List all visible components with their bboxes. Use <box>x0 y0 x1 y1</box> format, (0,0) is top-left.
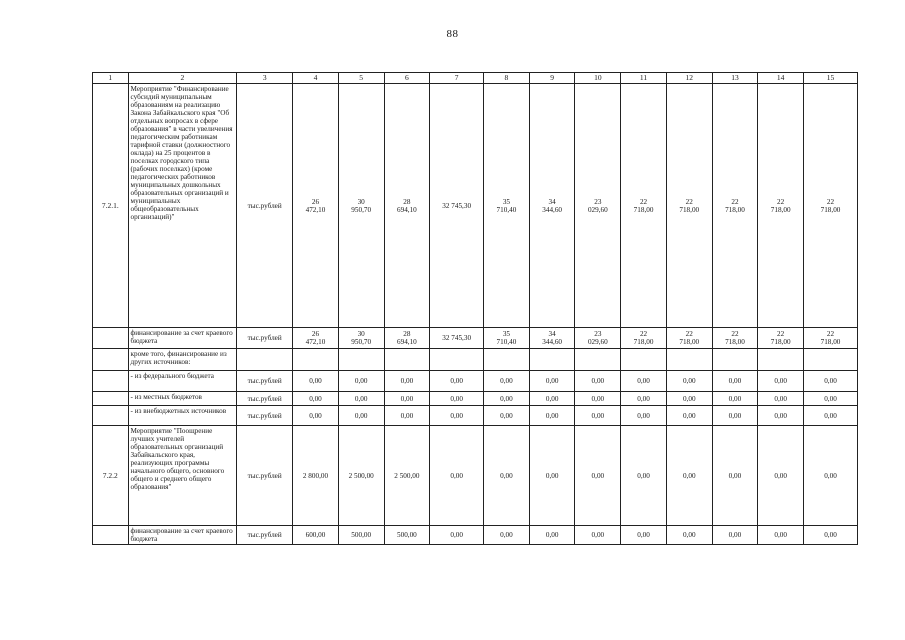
value-cell: 0,00 <box>484 526 530 545</box>
value-cell: 32 745,30 <box>430 84 484 328</box>
value-cell: 0,00 <box>804 426 858 526</box>
value-cell: 0,00 <box>712 526 758 545</box>
row-unit: тыс.рублей <box>237 371 293 392</box>
value-cell: 0,00 <box>575 392 621 406</box>
row-name: кроме того, финансирование из других источников: <box>128 349 237 371</box>
row-code <box>93 349 129 371</box>
column-header: 3 <box>237 73 293 84</box>
column-header: 9 <box>529 73 575 84</box>
value-cell: 32 745,30 <box>430 328 484 349</box>
row-name: - из местных бюджетов <box>128 392 237 406</box>
value-cell: 0,00 <box>384 371 430 392</box>
header-row <box>93 73 858 84</box>
value-cell <box>529 349 575 371</box>
value-cell <box>384 349 430 371</box>
value-cell: 35 710,40 <box>484 84 530 328</box>
value-cell: 0,00 <box>804 371 858 392</box>
value-cell: 2 800,00 <box>293 426 339 526</box>
row-unit: тыс.рублей <box>237 526 293 545</box>
value-cell: 26 472,10 <box>293 84 339 328</box>
column-header: 2 <box>128 73 237 84</box>
table-row <box>93 328 858 349</box>
value-cell: 0,00 <box>666 392 712 406</box>
value-cell: 0,00 <box>804 392 858 406</box>
value-cell: 0,00 <box>430 526 484 545</box>
value-cell: 500,00 <box>384 526 430 545</box>
value-cell: 0,00 <box>712 392 758 406</box>
value-cell: 0,00 <box>712 406 758 426</box>
value-cell: 0,00 <box>621 526 667 545</box>
value-cell: 22 718,00 <box>666 328 712 349</box>
row-name: Мероприятие "Поощрение лучших учителей образовательных организаций Забайкальского края, реализующих программы начального общего, основного общего и среднего общего образования" <box>128 426 237 526</box>
value-cell: 0,00 <box>529 371 575 392</box>
value-cell <box>712 349 758 371</box>
row-name: финансирование за счет краевого бюджета <box>128 328 237 349</box>
column-header: 8 <box>484 73 530 84</box>
row-unit: тыс.рублей <box>237 392 293 406</box>
budget-table <box>92 72 858 545</box>
value-cell: 0,00 <box>384 392 430 406</box>
value-cell: 30 950,70 <box>338 84 384 328</box>
value-cell: 30 950,70 <box>338 328 384 349</box>
value-cell: 0,00 <box>666 426 712 526</box>
value-cell: 22 718,00 <box>621 328 667 349</box>
value-cell: 0,00 <box>804 406 858 426</box>
value-cell: 22 718,00 <box>804 84 858 328</box>
value-cell: 22 718,00 <box>666 84 712 328</box>
value-cell: 500,00 <box>338 526 384 545</box>
value-cell: 0,00 <box>484 406 530 426</box>
value-cell: 0,00 <box>758 406 804 426</box>
value-cell: 0,00 <box>666 371 712 392</box>
table-row <box>93 526 858 545</box>
column-header: 1 <box>93 73 129 84</box>
value-cell: 0,00 <box>758 371 804 392</box>
value-cell: 0,00 <box>384 406 430 426</box>
value-cell: 0,00 <box>484 426 530 526</box>
value-cell <box>758 349 804 371</box>
row-name: - из внебюджетных источников <box>128 406 237 426</box>
column-header: 4 <box>293 73 339 84</box>
value-cell <box>338 349 384 371</box>
value-cell: 0,00 <box>758 526 804 545</box>
value-cell <box>293 349 339 371</box>
value-cell: 34 344,60 <box>529 84 575 328</box>
row-unit: тыс.рублей <box>237 426 293 526</box>
value-cell: 0,00 <box>575 406 621 426</box>
value-cell: 0,00 <box>293 392 339 406</box>
value-cell: 0,00 <box>338 371 384 392</box>
value-cell: 0,00 <box>621 406 667 426</box>
value-cell: 0,00 <box>712 426 758 526</box>
row-code <box>93 406 129 426</box>
value-cell: 0,00 <box>621 392 667 406</box>
value-cell: 22 718,00 <box>804 328 858 349</box>
column-header: 13 <box>712 73 758 84</box>
value-cell: 0,00 <box>430 392 484 406</box>
value-cell: 22 718,00 <box>621 84 667 328</box>
value-cell <box>484 349 530 371</box>
row-code: 7.2.2 <box>93 426 129 526</box>
value-cell <box>666 349 712 371</box>
value-cell: 0,00 <box>804 526 858 545</box>
row-name: - из федерального бюджета <box>128 371 237 392</box>
row-code <box>93 392 129 406</box>
column-header: 10 <box>575 73 621 84</box>
value-cell: 22 718,00 <box>758 328 804 349</box>
value-cell: 0,00 <box>529 392 575 406</box>
row-unit: тыс.рублей <box>237 328 293 349</box>
row-code: 7.2.1. <box>93 84 129 328</box>
value-cell: 0,00 <box>575 426 621 526</box>
value-cell: 0,00 <box>529 426 575 526</box>
table-row <box>93 371 858 392</box>
value-cell: 0,00 <box>712 371 758 392</box>
value-cell: 0,00 <box>666 526 712 545</box>
row-name: Мероприятие "Финансирование субсидий муниципальным образованиям на реализацию Закона Забайкальского края "Об отдельных вопросах в сфере образования" в части увеличения педагогическим работникам тарифной ставки (должностного оклада) на 25 процентов в поселках городского типа (рабочих поселках) (кроме педагогических работников муниципальных дошкольных образовательных организаций и муниципальных общеобразовательных организаций)" <box>128 84 237 328</box>
value-cell: 2 500,00 <box>384 426 430 526</box>
row-name: финансирование за счет краевого бюджета <box>128 526 237 545</box>
column-header: 5 <box>338 73 384 84</box>
table-row <box>93 84 858 328</box>
column-header: 7 <box>430 73 484 84</box>
column-header: 12 <box>666 73 712 84</box>
value-cell: 0,00 <box>529 526 575 545</box>
row-unit: тыс.рублей <box>237 84 293 328</box>
table-row <box>93 426 858 526</box>
value-cell: 26 472,10 <box>293 328 339 349</box>
value-cell: 0,00 <box>484 392 530 406</box>
value-cell: 28 694,10 <box>384 84 430 328</box>
value-cell: 0,00 <box>293 406 339 426</box>
value-cell: 23 029,60 <box>575 84 621 328</box>
value-cell: 22 718,00 <box>712 84 758 328</box>
value-cell: 0,00 <box>430 426 484 526</box>
table-row <box>93 392 858 406</box>
row-unit <box>237 349 293 371</box>
value-cell: 600,00 <box>293 526 339 545</box>
column-header: 15 <box>804 73 858 84</box>
value-cell <box>430 349 484 371</box>
value-cell: 28 694,10 <box>384 328 430 349</box>
table-body <box>93 73 858 545</box>
page-number: 88 <box>446 28 459 40</box>
value-cell: 0,00 <box>430 406 484 426</box>
value-cell: 0,00 <box>575 371 621 392</box>
column-header: 6 <box>384 73 430 84</box>
value-cell <box>575 349 621 371</box>
value-cell: 22 718,00 <box>758 84 804 328</box>
row-code <box>93 328 129 349</box>
row-code <box>93 371 129 392</box>
value-cell: 0,00 <box>529 406 575 426</box>
value-cell: 0,00 <box>338 406 384 426</box>
value-cell <box>804 349 858 371</box>
column-header: 11 <box>621 73 667 84</box>
value-cell <box>621 349 667 371</box>
column-header: 14 <box>758 73 804 84</box>
value-cell: 0,00 <box>484 371 530 392</box>
value-cell: 2 500,00 <box>338 426 384 526</box>
value-cell: 0,00 <box>758 392 804 406</box>
value-cell: 0,00 <box>621 426 667 526</box>
value-cell: 0,00 <box>430 371 484 392</box>
value-cell: 0,00 <box>293 371 339 392</box>
value-cell: 35 710,40 <box>484 328 530 349</box>
table-row <box>93 406 858 426</box>
value-cell: 34 344,60 <box>529 328 575 349</box>
value-cell: 0,00 <box>338 392 384 406</box>
value-cell: 23 029,60 <box>575 328 621 349</box>
value-cell: 0,00 <box>666 406 712 426</box>
row-code <box>93 526 129 545</box>
value-cell: 22 718,00 <box>712 328 758 349</box>
table-row <box>93 349 858 371</box>
value-cell: 0,00 <box>758 426 804 526</box>
row-unit: тыс.рублей <box>237 406 293 426</box>
value-cell: 0,00 <box>621 371 667 392</box>
value-cell: 0,00 <box>575 526 621 545</box>
